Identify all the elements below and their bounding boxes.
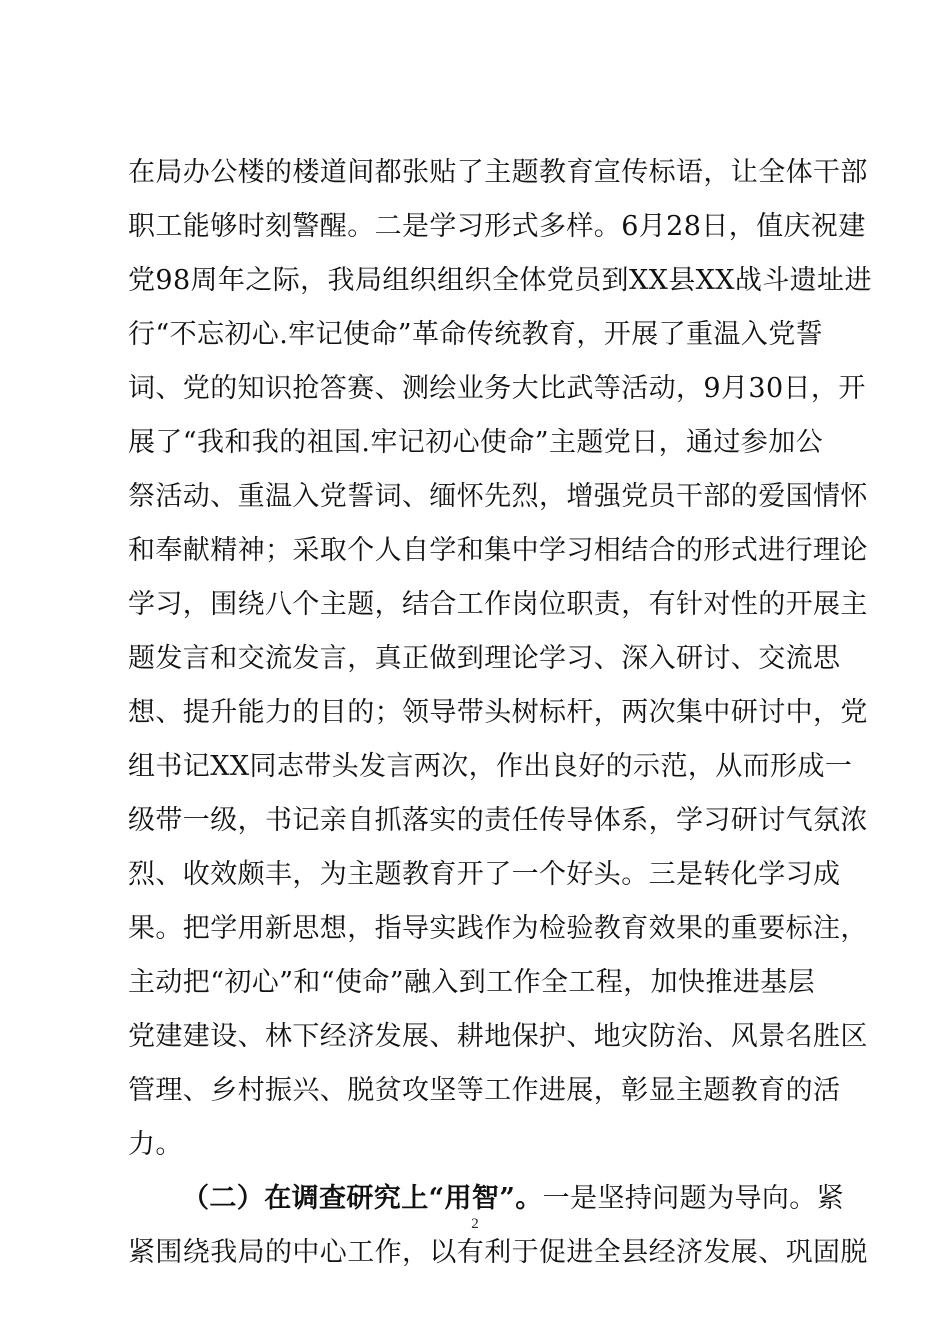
text-line: 力。 (128, 1129, 183, 1160)
section-continuation: 一是坚持问题为导向。紧 (542, 1183, 845, 1214)
text-line: 想、提升能力的目的；领导带头树标杆，两次集中研讨中，党 (128, 697, 868, 728)
page-number: 2 (471, 1216, 479, 1232)
text-line: 行“不忘初心.牢记使命”革命传统教育，开展了重温入党誓 (128, 319, 823, 350)
text-line: 展了“我和我的祖国.牢记初心使命”主题党日，通过参加公 (128, 427, 823, 458)
text-line: 学习，围绕八个主题，结合工作岗位职责，有针对性的开展主 (128, 589, 868, 620)
text-line: 党建建设、林下经济发展、耕地保护、地灾防治、风景名胜区 (128, 1021, 868, 1052)
text-line: 在局办公楼的楼道间都张贴了主题教育宣传标语，让全体干部 (128, 157, 868, 188)
text-line: 紧围绕我局的中心工作，以有利于促进全县经济发展、巩固脱 (128, 1237, 868, 1268)
body-text (128, 146, 872, 1280)
text-line: 祭活动、重温入党誓词、缅怀先烈，增强党员干部的爱国情怀 (128, 481, 868, 512)
text-line: 果。把学用新思想，指导实践作为检验教育效果的重要标注， (128, 913, 868, 944)
text-line: 职工能够时刻警醒。二是学习形式多样。6月28日，值庆祝建 (128, 211, 866, 242)
text-line: 词、党的知识抢答赛、测绘业务大比武等活动，9月30日，开 (128, 373, 866, 404)
text-line: 级带一级，书记亲自抓落实的责任传导体系，学习研讨气氛浓 (128, 805, 868, 836)
text-line: 管理、乡村振兴、脱贫攻坚等工作进展，彰显主题教育的活 (128, 1075, 841, 1106)
text-line: 烈、收效颇丰，为主题教育开了一个好头。三是转化学习成 (128, 859, 841, 890)
text-line: 党98周年之际，我局组织组织全体党员到XX县XX战斗遗址进 (128, 265, 872, 296)
text-line: 主动把“初心”和“使命”融入到工作全工程，加快推进基层 (128, 967, 816, 998)
text-line: 和奉献精神；采取个人自学和集中学习相结合的形式进行理论 (128, 535, 868, 566)
text-line: 组书记XX同志带头发言两次，作出良好的示范，从而形成一 (128, 751, 853, 782)
text-line: 题发言和交流发言，真正做到理论学习、深入研讨、交流思 (128, 643, 841, 674)
section-heading: （二）在调查研究上“用智”。 (182, 1183, 543, 1214)
